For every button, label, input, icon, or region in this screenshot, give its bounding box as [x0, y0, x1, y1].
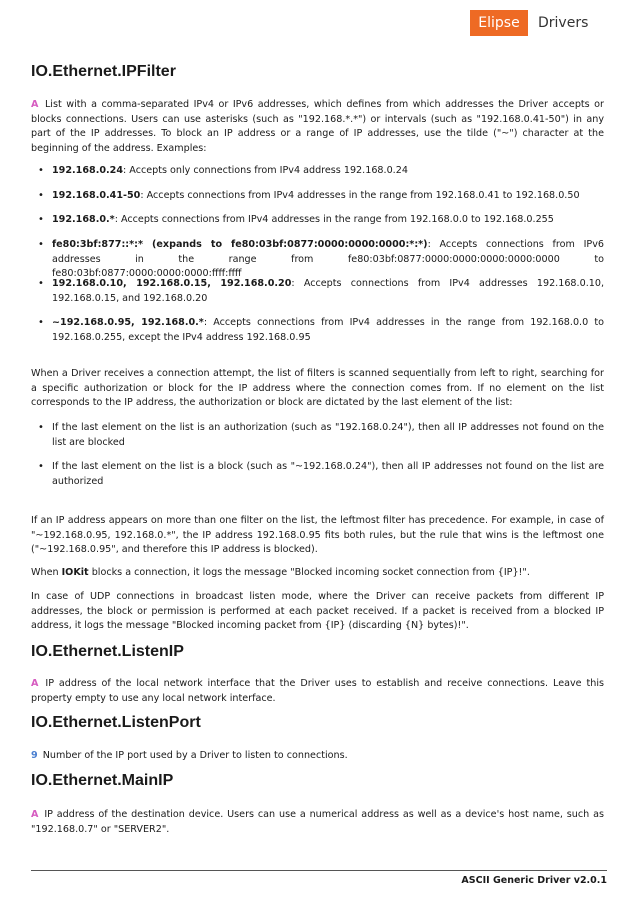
- iokit-term: IOKit: [61, 567, 89, 578]
- brand-drivers: Drivers: [538, 15, 589, 31]
- iokit-post: blocks a connection, it logs the message "Blocked incoming socket connection from {IP}!".: [88, 567, 530, 578]
- example-item: [31, 277, 604, 306]
- example-term: 192.168.0.10, 192.168.0.15, 192.168.0.20: [52, 278, 292, 289]
- section-title-listenip: IO.Ethernet.ListenIP: [31, 643, 184, 660]
- example-desc: : Accepts connections from IPv4 addresses in the range from 192.168.0.0 to 192.168.0.255: [114, 214, 554, 225]
- brand-logo: [470, 10, 588, 36]
- rule-item: • If the last element on the list is a block (such as "~192.168.0.24"), then all IP addresses not found on the list are authorized: [31, 460, 604, 489]
- listenport-description: [31, 749, 604, 764]
- brand-elipse: Elipse: [470, 10, 528, 36]
- example-desc: : Accepts connections from IPv4 addresses in the range from 192.168.0.41 to 192.168.0.50: [140, 190, 580, 201]
- ipfilter-precedence-paragraph: If an IP address appears on more than one filter on the list, the leftmost filter has precedence. For example, in case of "~192.168.0.95, 192.168.0.*", the IP address 192.168.0.95 fits both rules, but the rule that wins is the leftmost one ("~192.168.0.95", and therefore this IP address is blocked).: [31, 515, 604, 556]
- type-string-icon: A: [31, 99, 39, 110]
- ipfilter-iokit-paragraph: [31, 566, 604, 581]
- ipfilter-intro: [31, 98, 604, 156]
- type-string-icon: A: [31, 809, 39, 820]
- example-item: [31, 238, 604, 282]
- ipfilter-udp-paragraph: In case of UDP connections in broadcast listen mode, where the Driver can receive packets from different IP addresses, the block or permission is performed at each packet received. If a packet is received from a blocked IP address, it logs the message "Blocked incoming packet from {IP} (discarding {N} bytes)!".: [31, 591, 604, 632]
- example-term: 192.168.0.*: [52, 214, 115, 225]
- rule-item: • If the last element on the list is an authorization (such as "192.168.0.24"), then all IP addresses not found on the list are blocked: [31, 421, 604, 450]
- example-item: [31, 164, 604, 179]
- iokit-pre: When: [31, 567, 62, 578]
- listenport-text: Number of the IP port used by a Driver to listen to connections.: [42, 750, 348, 761]
- example-item: [31, 213, 604, 228]
- example-term: ~192.168.0.95, 192.168.0.*: [52, 317, 204, 328]
- ipfilter-scan-paragraph: When a Driver receives a connection attempt, the list of filters is scanned sequentially from left to right, searching for a specific authorization or block for the IP address where the connection comes from. If no element on the list corresponds to the IP address, the authorization or block are dictated by the last element of the list:: [31, 368, 604, 409]
- listenip-text: IP address of the local network interface that the Driver uses to establish and receive connections. Leave this property empty to use any local network interface.: [31, 678, 604, 704]
- mainip-text: IP address of the destination device. Users can use a numerical address as well as a device's host name, such as "192.168.0.7" or "SERVER2".: [31, 809, 604, 835]
- type-integer-icon: 9: [31, 750, 38, 761]
- example-desc: : Accepts connections from IPv4 addresses in the range from 192.168.0.0 to 192.168.0.255, except the IPv4 address 192.168.0.95: [52, 317, 604, 343]
- example-item: [31, 189, 604, 204]
- section-title-ipfilter: IO.Ethernet.IPFilter: [31, 63, 176, 80]
- example-item: [31, 316, 604, 345]
- footer-divider: [31, 870, 607, 871]
- example-desc: : Accepts only connections from IPv4 address 192.168.0.24: [123, 165, 408, 176]
- section-title-listenport: IO.Ethernet.ListenPort: [31, 714, 201, 731]
- example-term: fe80:3bf:877::*:* (expands to fe80:03bf:0877:0000:0000:0000:*:*): [52, 239, 428, 250]
- footer-doc-version: ASCII Generic Driver v2.0.1: [461, 875, 607, 886]
- mainip-description: [31, 808, 604, 837]
- example-term: 192.168.0.24: [52, 165, 124, 176]
- listenip-description: [31, 677, 604, 706]
- example-desc: : Accepts connections from IPv4 addresses 192.168.0.10, 192.168.0.15, and 192.168.0.20: [52, 278, 604, 304]
- example-term: 192.168.0.41-50: [52, 190, 141, 201]
- section-title-mainip: IO.Ethernet.MainIP: [31, 772, 174, 789]
- ipfilter-intro-text: List with a comma-separated IPv4 or IPv6 addresses, which defines from which addresses the Driver accepts or blocks connections. Users can use asterisks (such as "192.168.*.*") or intervals (such as "192.168.0.41-50") in any part of the IP addresses. To block an IP address or a range of IP addresses, use the tilde ("~") character at the beginning of the address. Examples:: [31, 99, 604, 154]
- example-desc: : Accepts connections from IPv6 addresses in the range from fe80:03bf:0877:0000:0000:0000:0000:0000 to fe80:03bf:0877:0000:0000:0000:ffff:ffff: [52, 239, 604, 280]
- type-string-icon: A: [31, 678, 39, 689]
